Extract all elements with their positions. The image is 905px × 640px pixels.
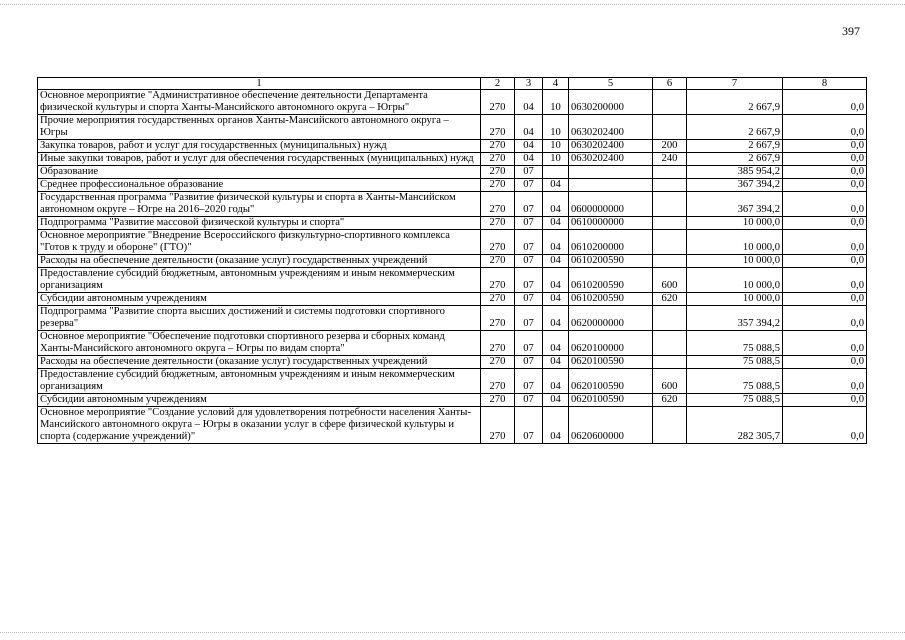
table-row — [38, 306, 867, 331]
cell-name: Основное мероприятие "Административное обеспечение деятельности Департамента физической культуры и спорта Ханты-Мансийского автономного округа – Югры" — [38, 90, 481, 115]
cell-subsection: 04 — [543, 356, 569, 369]
cell-section: 07 — [515, 230, 543, 255]
cell-subsection: 04 — [543, 179, 569, 192]
header-col-7: 7 — [687, 78, 783, 90]
table-row — [38, 115, 867, 140]
cell-section: 07 — [515, 255, 543, 268]
table-row — [38, 153, 867, 166]
cell-section: 07 — [515, 369, 543, 394]
cell-target-article: 0630202400 — [569, 115, 653, 140]
cell-amount: 10 000,0 — [687, 268, 783, 293]
cell-target-article: 0620100590 — [569, 394, 653, 407]
cell-name: Прочие мероприятия государственных органов Ханты-Мансийского автономного округа – Югры — [38, 115, 481, 140]
cell-subsection: 04 — [543, 217, 569, 230]
cell-amount-2: 0,0 — [783, 369, 867, 394]
cell-target-article: 0620100590 — [569, 356, 653, 369]
cell-subsection: 04 — [543, 268, 569, 293]
cell-admin-code: 270 — [481, 217, 515, 230]
cell-subsection — [543, 166, 569, 179]
cell-amount: 10 000,0 — [687, 255, 783, 268]
cell-section: 07 — [515, 356, 543, 369]
cell-expense-type: 600 — [653, 369, 687, 394]
cell-target-article: 0610200590 — [569, 255, 653, 268]
cell-expense-type — [653, 166, 687, 179]
cell-name: Основное мероприятие "Создание условий для удовлетворения потребности населения Ханты-Мансийского автономного округа – Югры в оказании услуг в сфере физической культуры и спорта (содержание учреждений)" — [38, 407, 481, 444]
cell-subsection: 04 — [543, 230, 569, 255]
cell-admin-code: 270 — [481, 394, 515, 407]
cell-section: 07 — [515, 268, 543, 293]
table-row — [38, 369, 867, 394]
scan-top-edge — [0, 4, 905, 5]
cell-target-article: 0620100590 — [569, 369, 653, 394]
scan-bottom-edge — [0, 632, 905, 633]
cell-admin-code: 270 — [481, 115, 515, 140]
header-col-4: 4 — [543, 78, 569, 90]
cell-expense-type — [653, 217, 687, 230]
cell-target-article: 0620600000 — [569, 407, 653, 444]
table-row — [38, 268, 867, 293]
cell-expense-type — [653, 407, 687, 444]
cell-section: 07 — [515, 179, 543, 192]
cell-name: Иные закупки товаров, работ и услуг для обеспечения государственных (муниципальных) нужд — [38, 153, 481, 166]
cell-name: Среднее профессиональное образование — [38, 179, 481, 192]
cell-amount: 367 394,2 — [687, 179, 783, 192]
cell-section: 04 — [515, 140, 543, 153]
cell-subsection: 10 — [543, 153, 569, 166]
cell-amount: 75 088,5 — [687, 331, 783, 356]
table-row — [38, 230, 867, 255]
page-number: 397 — [842, 24, 860, 38]
cell-section: 07 — [515, 306, 543, 331]
table-header-row — [38, 78, 867, 90]
cell-admin-code: 270 — [481, 293, 515, 306]
cell-subsection: 10 — [543, 90, 569, 115]
cell-target-article: 0610200590 — [569, 293, 653, 306]
cell-target-article: 0630202400 — [569, 153, 653, 166]
cell-target-article: 0620100000 — [569, 331, 653, 356]
cell-expense-type: 600 — [653, 268, 687, 293]
cell-admin-code: 270 — [481, 90, 515, 115]
cell-amount-2: 0,0 — [783, 217, 867, 230]
cell-admin-code: 270 — [481, 268, 515, 293]
cell-expense-type: 620 — [653, 293, 687, 306]
cell-amount-2: 0,0 — [783, 90, 867, 115]
cell-target-article: 0610200000 — [569, 230, 653, 255]
cell-expense-type: 200 — [653, 140, 687, 153]
cell-section: 07 — [515, 293, 543, 306]
cell-amount: 2 667,9 — [687, 153, 783, 166]
cell-amount-2: 0,0 — [783, 192, 867, 217]
cell-name: Расходы на обеспечение деятельности (оказание услуг) государственных учреждений — [38, 255, 481, 268]
table-row — [38, 394, 867, 407]
cell-expense-type — [653, 306, 687, 331]
cell-amount: 2 667,9 — [687, 90, 783, 115]
cell-expense-type — [653, 179, 687, 192]
cell-admin-code: 270 — [481, 255, 515, 268]
cell-amount: 10 000,0 — [687, 230, 783, 255]
cell-admin-code: 270 — [481, 192, 515, 217]
cell-name: Основное мероприятие "Внедрение Всероссийского физкультурно-спортивного комплекса "Готов к труду и обороне" (ГТО)" — [38, 230, 481, 255]
cell-section: 07 — [515, 217, 543, 230]
cell-section: 07 — [515, 331, 543, 356]
cell-expense-type — [653, 255, 687, 268]
cell-admin-code: 270 — [481, 331, 515, 356]
cell-amount-2: 0,0 — [783, 394, 867, 407]
table-row — [38, 166, 867, 179]
header-col-5: 5 — [569, 78, 653, 90]
cell-admin-code: 270 — [481, 179, 515, 192]
cell-amount-2: 0,0 — [783, 293, 867, 306]
cell-admin-code: 270 — [481, 306, 515, 331]
cell-target-article: 0630202400 — [569, 140, 653, 153]
cell-section: 04 — [515, 153, 543, 166]
budget-table — [37, 77, 867, 444]
cell-expense-type — [653, 356, 687, 369]
cell-subsection: 04 — [543, 369, 569, 394]
cell-amount: 10 000,0 — [687, 293, 783, 306]
cell-amount: 367 394,2 — [687, 192, 783, 217]
table-row — [38, 356, 867, 369]
cell-subsection: 04 — [543, 255, 569, 268]
cell-admin-code: 270 — [481, 140, 515, 153]
cell-target-article: 0620000000 — [569, 306, 653, 331]
cell-amount: 282 305,7 — [687, 407, 783, 444]
header-col-8: 8 — [783, 78, 867, 90]
cell-amount-2: 0,0 — [783, 153, 867, 166]
cell-amount-2: 0,0 — [783, 140, 867, 153]
cell-name: Основное мероприятие "Обеспечение подготовки спортивного резерва и сборных команд Ханты-Мансийского автономного округа – Югры по видам спорта" — [38, 331, 481, 356]
cell-admin-code: 270 — [481, 166, 515, 179]
table-row — [38, 192, 867, 217]
cell-section: 07 — [515, 192, 543, 217]
cell-section: 07 — [515, 166, 543, 179]
cell-name: Государственная программа "Развитие физической культуры и спорта в Ханты-Мансийском автономном округе – Югре на 2016–2020 годы" — [38, 192, 481, 217]
cell-subsection: 10 — [543, 115, 569, 140]
cell-amount: 2 667,9 — [687, 140, 783, 153]
cell-expense-type — [653, 90, 687, 115]
cell-admin-code: 270 — [481, 230, 515, 255]
header-col-1: 1 — [38, 78, 481, 90]
table-row — [38, 179, 867, 192]
cell-admin-code: 270 — [481, 369, 515, 394]
cell-name: Предоставление субсидий бюджетным, автономным учреждениям и иным некоммерческим организациям — [38, 369, 481, 394]
cell-amount-2: 0,0 — [783, 268, 867, 293]
cell-amount: 385 954,2 — [687, 166, 783, 179]
cell-target-article: 0610200590 — [569, 268, 653, 293]
header-col-2: 2 — [481, 78, 515, 90]
cell-amount-2: 0,0 — [783, 331, 867, 356]
cell-amount: 75 088,5 — [687, 356, 783, 369]
cell-name: Субсидии автономным учреждениям — [38, 394, 481, 407]
header-col-6: 6 — [653, 78, 687, 90]
cell-target-article: 0610000000 — [569, 217, 653, 230]
cell-amount-2: 0,0 — [783, 166, 867, 179]
cell-target-article — [569, 179, 653, 192]
cell-subsection: 10 — [543, 140, 569, 153]
cell-name: Подпрограмма "Развитие массовой физической культуры и спорта" — [38, 217, 481, 230]
cell-subsection: 04 — [543, 394, 569, 407]
cell-name: Подпрограмма "Развитие спорта высших достижений и системы подготовки спортивного резерва" — [38, 306, 481, 331]
cell-section: 04 — [515, 115, 543, 140]
cell-expense-type — [653, 192, 687, 217]
cell-name: Образование — [38, 166, 481, 179]
cell-target-article: 0630200000 — [569, 90, 653, 115]
table-row — [38, 217, 867, 230]
cell-subsection: 04 — [543, 293, 569, 306]
table-row — [38, 293, 867, 306]
cell-expense-type — [653, 230, 687, 255]
cell-section: 04 — [515, 90, 543, 115]
table-row — [38, 255, 867, 268]
cell-amount-2: 0,0 — [783, 356, 867, 369]
cell-name: Субсидии автономным учреждениям — [38, 293, 481, 306]
cell-expense-type — [653, 331, 687, 356]
cell-expense-type — [653, 115, 687, 140]
cell-section: 07 — [515, 407, 543, 444]
table-body — [38, 90, 867, 444]
cell-target-article: 0600000000 — [569, 192, 653, 217]
cell-expense-type: 620 — [653, 394, 687, 407]
cell-admin-code: 270 — [481, 356, 515, 369]
cell-admin-code: 270 — [481, 407, 515, 444]
cell-amount-2: 0,0 — [783, 407, 867, 444]
cell-admin-code: 270 — [481, 153, 515, 166]
cell-name: Расходы на обеспечение деятельности (оказание услуг) государственных учреждений — [38, 356, 481, 369]
cell-target-article — [569, 166, 653, 179]
cell-expense-type: 240 — [653, 153, 687, 166]
cell-amount-2: 0,0 — [783, 115, 867, 140]
cell-subsection: 04 — [543, 192, 569, 217]
cell-subsection: 04 — [543, 331, 569, 356]
cell-amount-2: 0,0 — [783, 255, 867, 268]
table-row — [38, 140, 867, 153]
cell-name: Закупка товаров, работ и услуг для государственных (муниципальных) нужд — [38, 140, 481, 153]
cell-amount: 2 667,9 — [687, 115, 783, 140]
cell-amount-2: 0,0 — [783, 306, 867, 331]
cell-amount: 75 088,5 — [687, 394, 783, 407]
table-row — [38, 90, 867, 115]
cell-subsection: 04 — [543, 306, 569, 331]
cell-section: 07 — [515, 394, 543, 407]
cell-amount: 357 394,2 — [687, 306, 783, 331]
table-row — [38, 407, 867, 444]
table-row — [38, 331, 867, 356]
cell-amount-2: 0,0 — [783, 230, 867, 255]
cell-name: Предоставление субсидий бюджетным, автономным учреждениям и иным некоммерческим организациям — [38, 268, 481, 293]
cell-amount-2: 0,0 — [783, 179, 867, 192]
cell-amount: 75 088,5 — [687, 369, 783, 394]
cell-amount: 10 000,0 — [687, 217, 783, 230]
cell-subsection: 04 — [543, 407, 569, 444]
header-col-3: 3 — [515, 78, 543, 90]
